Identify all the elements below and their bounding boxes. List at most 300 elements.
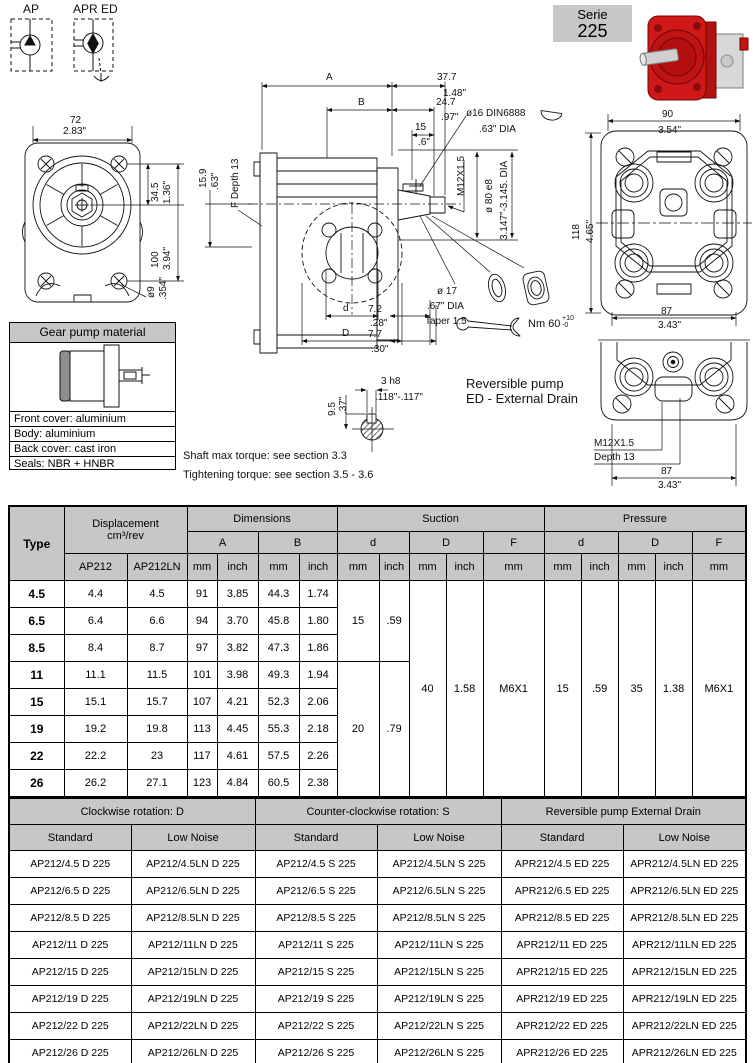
reversible-note-line1: Reversible pump — [466, 376, 564, 391]
material-box-title: Gear pump material — [10, 323, 175, 343]
rect — [74, 295, 91, 302]
torque-plus: +10 — [562, 315, 574, 322]
spec-cell: 101 — [187, 662, 217, 689]
model-row — [9, 1040, 746, 1063]
material-row: Seals: NBR + HNBR — [10, 456, 175, 471]
unit-inch: inch — [299, 554, 337, 581]
back-view-drawing — [596, 131, 752, 315]
spec-cell: 2.18 — [299, 716, 337, 743]
line — [47, 185, 65, 195]
dim-len-in: 1.48" — [443, 88, 467, 99]
drain-port-mm: 87 — [661, 466, 673, 477]
model-code-cell: AP212/6.5 S 225 — [255, 878, 377, 905]
unit-inch: inch — [217, 554, 258, 581]
model-code-cell: AP212/8.5LN D 225 — [131, 905, 255, 932]
pressure-D-mm: 35 — [618, 581, 655, 798]
spec-cell: 23 — [127, 743, 187, 770]
model-code-cell: AP212/26 D 225 — [9, 1040, 131, 1063]
model-code-cell: AP212/19 S 225 — [255, 986, 377, 1013]
path — [510, 318, 520, 336]
circle — [695, 244, 733, 282]
thead — [9, 798, 746, 851]
col-pressure-F: F — [692, 532, 746, 554]
model-code-cell: AP212/11 S 225 — [255, 932, 377, 959]
spec-cell: 3.85 — [217, 581, 258, 608]
rect — [25, 143, 140, 302]
model-code-cell: APR212/11 ED 225 — [501, 932, 623, 959]
unit-mm: mm — [544, 554, 581, 581]
key-height-label: 9.5 — [327, 402, 338, 416]
col-b: B — [258, 532, 337, 554]
displacement-unit-label: cm³/rev — [107, 530, 144, 542]
col-ap212: AP212 — [64, 554, 127, 581]
dim-b-label: B — [358, 97, 365, 108]
key-height-inch-label: .37" — [338, 396, 349, 414]
model-code-cell: APR212/26LN ED 225 — [623, 1040, 746, 1063]
rect — [124, 372, 136, 379]
circle — [695, 358, 733, 396]
back-width-in: 3.54" — [658, 125, 682, 136]
model-code-cell: APR212/4.5 ED 225 — [501, 851, 623, 878]
model-row — [9, 1013, 746, 1040]
ellipse — [526, 276, 546, 301]
circle — [705, 174, 723, 192]
model-code-cell: AP212/22 S 225 — [255, 1013, 377, 1040]
line — [717, 283, 729, 295]
dim-hole-in: .354" — [158, 276, 169, 300]
rect — [367, 414, 376, 423]
spec-cell: 55.3 — [258, 716, 299, 743]
circle — [654, 24, 662, 32]
unit-mm: mm — [483, 554, 544, 581]
line — [122, 285, 146, 297]
subcol-standard: Standard — [255, 825, 377, 851]
pressure-d-inch: .59 — [581, 581, 618, 798]
torque-label: Nm 60 — [528, 318, 561, 330]
dim-b2-in: .97" — [441, 112, 459, 123]
rect — [660, 189, 687, 216]
model-code-cell: AP212/8.5 S 225 — [255, 905, 377, 932]
subcol-standard: Standard — [501, 825, 623, 851]
unit-mm: mm — [187, 554, 217, 581]
spec-cell: 6.6 — [127, 608, 187, 635]
unit-inch: inch — [446, 554, 483, 581]
g — [60, 345, 150, 407]
spec-cell: 15.1 — [64, 689, 127, 716]
apr-ed-symbol-icon — [74, 19, 113, 82]
model-code-cell: AP212/15 S 225 — [255, 959, 377, 986]
model-header-row-1 — [9, 798, 746, 825]
spec-cell: 4.5 — [127, 581, 187, 608]
model-code-cell: APR212/8.5LN ED 225 — [623, 905, 746, 932]
spec-cell: 22.2 — [64, 743, 127, 770]
pressure-D-inch: 1.38 — [655, 581, 692, 798]
model-row — [9, 905, 746, 932]
circle — [322, 223, 336, 237]
spec-cell: 4.84 — [217, 770, 258, 798]
suction-d-inch: .59 — [379, 581, 409, 662]
subcol-standard: Standard — [9, 825, 131, 851]
suction-D-mm: 40 — [409, 581, 446, 798]
side-view-dims — [205, 82, 524, 345]
pump-photo — [639, 16, 748, 100]
rect — [277, 158, 377, 348]
washer-drawing — [486, 272, 509, 303]
suction-F: M6X1 — [483, 581, 544, 798]
displacement-label: Displacement — [92, 518, 159, 530]
line — [100, 216, 118, 226]
key-width-inch-label: .118"-.117" — [375, 392, 423, 403]
model-code-cell: APR212/8.5 ED 225 — [501, 905, 623, 932]
spec-cell: 44.3 — [258, 581, 299, 608]
front-view-dims — [33, 126, 184, 297]
back-port-in: 3.43" — [658, 320, 682, 331]
circle — [368, 269, 382, 283]
pressure-F: M6X1 — [692, 581, 746, 798]
model-code-cell: AP212/6.5LN S 225 — [377, 878, 501, 905]
dim-t1-in: .28" — [370, 318, 388, 329]
circle — [654, 85, 662, 93]
spec-cell: 11.1 — [64, 662, 127, 689]
spec-cell: 3.70 — [217, 608, 258, 635]
group-clockwise: Clockwise rotation: D — [9, 798, 255, 825]
suction-D-inch: 1.58 — [446, 581, 483, 798]
circle — [620, 169, 648, 197]
spec-cell: 60.5 — [258, 770, 299, 798]
ellipse — [530, 280, 543, 297]
model-code-cell: APR212/15 ED 225 — [501, 959, 623, 986]
material-row: Body: aluminium — [10, 426, 175, 441]
key-width-label: 3 h8 — [381, 376, 401, 387]
spec-cell: 97 — [187, 635, 217, 662]
model-code-cell: APR212/19 ED 225 — [501, 986, 623, 1013]
model-table — [8, 797, 747, 1063]
model-code-cell: AP212/11LN S 225 — [377, 932, 501, 959]
thead — [9, 506, 746, 581]
circle — [705, 254, 723, 272]
spec-table — [8, 505, 747, 798]
model-code-cell: AP212/6.5LN D 225 — [131, 878, 255, 905]
unit-mm: mm — [409, 554, 446, 581]
model-header-row-2 — [9, 825, 746, 851]
dim-t1-mm: 7.2 — [368, 304, 382, 315]
model-code-cell: AP212/26 S 225 — [255, 1040, 377, 1063]
type-cell: 6.5 — [9, 608, 64, 635]
circle — [705, 368, 723, 386]
model-code-cell: APR212/26 ED 225 — [501, 1040, 623, 1063]
dim-t2-in: .30" — [371, 344, 389, 355]
suction-d-inch: .79 — [379, 662, 409, 798]
unit-inch: inch — [379, 554, 409, 581]
dim-port-in: .63" — [210, 172, 221, 190]
line — [426, 216, 490, 272]
material-row: Back cover: cast iron — [10, 441, 175, 456]
rect — [104, 345, 119, 407]
model-code-cell: AP212/22LN S 225 — [377, 1013, 501, 1040]
drain-thread-label: M12X1.5 — [594, 438, 635, 449]
model-code-cell: AP212/22LN D 225 — [131, 1013, 255, 1040]
rect — [260, 153, 277, 353]
spec-table-body — [9, 581, 746, 798]
model-code-cell: AP212/4.5LN D 225 — [131, 851, 255, 878]
drain-depth-label: Depth 13 — [594, 452, 635, 463]
unit-mm: mm — [618, 554, 655, 581]
spec-cell: 19.8 — [127, 716, 187, 743]
line — [619, 151, 631, 163]
model-row — [9, 932, 746, 959]
model-table-body — [9, 851, 746, 1063]
dim-a-label: A — [326, 72, 333, 83]
model-code-cell: AP212/4.5LN S 225 — [377, 851, 501, 878]
spec-row — [9, 581, 746, 608]
spec-cell: 1.94 — [299, 662, 337, 689]
spec-cell: 52.3 — [258, 689, 299, 716]
model-code-cell: AP212/26LN S 225 — [377, 1040, 501, 1063]
model-code-cell: APR212/6.5LN ED 225 — [623, 878, 746, 905]
dim-center-in: 1.36" — [162, 180, 173, 204]
spec-cell: 4.45 — [217, 716, 258, 743]
dim-height-in: 3.94" — [162, 246, 173, 270]
rect — [657, 284, 691, 294]
col-type: Type — [9, 506, 64, 581]
spec-cell: 8.4 — [64, 635, 127, 662]
spec-cell: 57.5 — [258, 743, 299, 770]
serie-box — [553, 5, 632, 42]
spec-cell: 94 — [187, 608, 217, 635]
dim-height-mm: 100 — [150, 251, 161, 268]
model-code-cell: APR212/11LN ED 225 — [623, 932, 746, 959]
spec-cell: 6.4 — [64, 608, 127, 635]
circle — [721, 55, 733, 67]
rect — [655, 377, 692, 401]
spec-cell: 2.26 — [299, 743, 337, 770]
shaft-dia-label: ø 17 — [437, 286, 458, 297]
model-code-cell: AP212/26LN D 225 — [131, 1040, 255, 1063]
model-code-cell: AP212/11LN D 225 — [131, 932, 255, 959]
spec-cell: 11.5 — [127, 662, 187, 689]
line — [100, 185, 118, 195]
line — [619, 283, 631, 295]
rect — [403, 184, 423, 191]
model-code-cell: AP212/19 D 225 — [9, 986, 131, 1013]
serie-number: 225 — [577, 21, 608, 41]
back-height-in: 4.65" — [585, 219, 596, 243]
col-a: A — [187, 532, 258, 554]
circle — [368, 223, 382, 237]
model-code-cell: AP212/15LN D 225 — [131, 959, 255, 986]
line — [719, 398, 731, 410]
material-row: Front cover: aluminium — [10, 411, 175, 426]
model-code-cell: AP212/19LN D 225 — [131, 986, 255, 1013]
back-width-mm: 90 — [662, 109, 674, 120]
circle — [700, 363, 728, 391]
model-row — [9, 986, 746, 1013]
circle — [625, 368, 643, 386]
dim-hole-mm: ø9 — [146, 286, 157, 298]
circle — [693, 83, 701, 91]
dim-b3-in: .6" — [418, 137, 430, 148]
ellipse — [490, 278, 503, 298]
model-code-cell: APR212/22LN ED 225 — [623, 1013, 746, 1040]
spec-cell: 3.82 — [217, 635, 258, 662]
rect — [522, 270, 550, 306]
suction-d-mm: 15 — [337, 581, 379, 662]
circle — [322, 269, 336, 283]
circle — [700, 169, 728, 197]
unit-mm: mm — [258, 554, 299, 581]
ap-symbol-icon — [11, 19, 52, 71]
drain-port-in: 3.43" — [658, 480, 682, 491]
serie-label: Serie — [577, 7, 608, 22]
rect — [714, 210, 736, 238]
polygon — [25, 36, 35, 45]
group-reversible: Reversible pump External Drain — [501, 798, 746, 825]
model-row — [9, 851, 746, 878]
line — [99, 58, 101, 74]
model-code-cell: AP212/4.5 S 225 — [255, 851, 377, 878]
model-code-cell: AP212/19LN S 225 — [377, 986, 501, 1013]
rect — [254, 162, 260, 176]
ap-symbol-label: AP — [23, 2, 40, 16]
model-code-cell: AP212/15LN S 225 — [377, 959, 501, 986]
spec-cell: 123 — [187, 770, 217, 798]
spec-cell: 117 — [187, 743, 217, 770]
woodruff-key-icon — [540, 111, 562, 122]
pump-section-drawing — [10, 343, 174, 409]
unit-mm: mm — [692, 554, 746, 581]
subcol-low-noise: Low Noise — [623, 825, 746, 851]
drain-view-drawing — [598, 340, 750, 420]
model-code-cell: AP212/4.5 D 225 — [9, 851, 131, 878]
spec-cell: 4.4 — [64, 581, 127, 608]
dim-d-big-label: D — [342, 328, 350, 339]
f-depth-label: F Depth 13 — [230, 158, 241, 208]
unit-inch: inch — [581, 554, 618, 581]
dim-len-mm: 37.7 — [437, 72, 457, 83]
type-cell: 11 — [9, 662, 64, 689]
spec-cell: 47.3 — [258, 635, 299, 662]
col-displacement — [64, 506, 187, 554]
taper-label: Taper 1:5 — [425, 316, 467, 327]
spec-cell: 19.2 — [64, 716, 127, 743]
type-cell: 19 — [9, 716, 64, 743]
dim-d-small-label: d — [343, 303, 349, 314]
spec-cell: 27.1 — [127, 770, 187, 798]
polygon — [398, 190, 430, 220]
circle — [625, 174, 643, 192]
material-box — [9, 322, 176, 470]
unit-inch: inch — [655, 554, 692, 581]
col-ap212ln: AP212LN — [127, 554, 187, 581]
model-code-cell: AP212/8.5 D 225 — [9, 905, 131, 932]
model-code-cell: AP212/11 D 225 — [9, 932, 131, 959]
polygon — [88, 34, 98, 43]
col-dimensions: Dimensions — [187, 506, 337, 532]
spec-cell: 4.21 — [217, 689, 258, 716]
subcol-low-noise: Low Noise — [377, 825, 501, 851]
tightening-torque-note: Tightening torque: see section 3.5 - 3.6 — [183, 469, 374, 481]
col-pressure-d: d — [544, 532, 618, 554]
nut-drawing — [522, 270, 550, 306]
circle — [665, 194, 682, 211]
spec-cell: 2.38 — [299, 770, 337, 798]
spec-cell: 49.3 — [258, 662, 299, 689]
col-suction-F: F — [483, 532, 544, 554]
path — [601, 342, 747, 420]
polygon — [88, 44, 98, 53]
dim-b3-mm: 15 — [415, 122, 427, 133]
group-counter-clockwise: Counter-clockwise rotation: S — [255, 798, 501, 825]
reversible-note-line2: ED - External Drain — [466, 391, 578, 406]
line — [448, 206, 464, 212]
spec-cell: 3.98 — [217, 662, 258, 689]
shaft-torque-note: Shaft max torque: see section 3.3 — [183, 450, 347, 462]
suction-d-mm: 20 — [337, 662, 379, 798]
apr-ed-symbol-label: APR ED — [73, 2, 118, 16]
torque-minus: -0 — [562, 322, 569, 329]
rect — [430, 197, 445, 213]
line — [616, 398, 628, 410]
model-code-cell: AP212/6.5 D 225 — [9, 878, 131, 905]
type-cell: 22 — [9, 743, 64, 770]
col-suction: Suction — [337, 506, 544, 532]
model-code-cell: AP212/8.5LN S 225 — [377, 905, 501, 932]
side-view-drawing — [254, 111, 562, 353]
circle — [615, 358, 653, 396]
subcol-low-noise: Low Noise — [131, 825, 255, 851]
circle — [615, 244, 653, 282]
back-port-mm: 87 — [661, 306, 673, 317]
dim-width-in: 2.83" — [63, 126, 87, 137]
pilot-dia-label: ø 80 e8 — [484, 179, 495, 213]
spec-cell: 4.61 — [217, 743, 258, 770]
spec-cell: 1.86 — [299, 635, 337, 662]
model-row — [9, 959, 746, 986]
spec-cell: 1.74 — [299, 581, 337, 608]
spec-cell: 8.7 — [127, 635, 187, 662]
dim-center-mm: 34.5 — [150, 182, 161, 202]
pressure-d-mm: 15 — [544, 581, 581, 798]
spec-cell: 26.2 — [64, 770, 127, 798]
rect — [70, 351, 104, 401]
model-row — [9, 878, 746, 905]
model-code-cell: AP212/15 D 225 — [9, 959, 131, 986]
rect — [740, 38, 748, 50]
col-pressure-D: D — [618, 532, 692, 554]
spec-header-row-1 — [9, 506, 746, 532]
spec-cell: 1.80 — [299, 608, 337, 635]
model-code-cell: APR212/15LN ED 225 — [623, 959, 746, 986]
col-suction-D: D — [409, 532, 483, 554]
dim-t2-mm: 7.7 — [368, 329, 382, 340]
torque-tolerance — [562, 315, 574, 329]
model-code-cell: APR212/6.5 ED 225 — [501, 878, 623, 905]
model-code-cell: APR212/19LN ED 225 — [623, 986, 746, 1013]
spec-header-row-3 — [9, 554, 746, 581]
key-callout-name: ø16 DIN6888 — [466, 108, 526, 119]
line — [468, 321, 512, 326]
spec-cell: 2.06 — [299, 689, 337, 716]
rect — [254, 330, 260, 344]
rect — [612, 210, 634, 238]
circle — [625, 254, 643, 272]
thread-label: M12X1.5 — [456, 155, 467, 196]
col-suction-d: d — [337, 532, 409, 554]
model-code-cell: AP212/22 D 225 — [9, 1013, 131, 1040]
circle — [693, 22, 701, 30]
type-cell: 8.5 — [9, 635, 64, 662]
dim-b2-mm: 24.7 — [436, 97, 456, 108]
